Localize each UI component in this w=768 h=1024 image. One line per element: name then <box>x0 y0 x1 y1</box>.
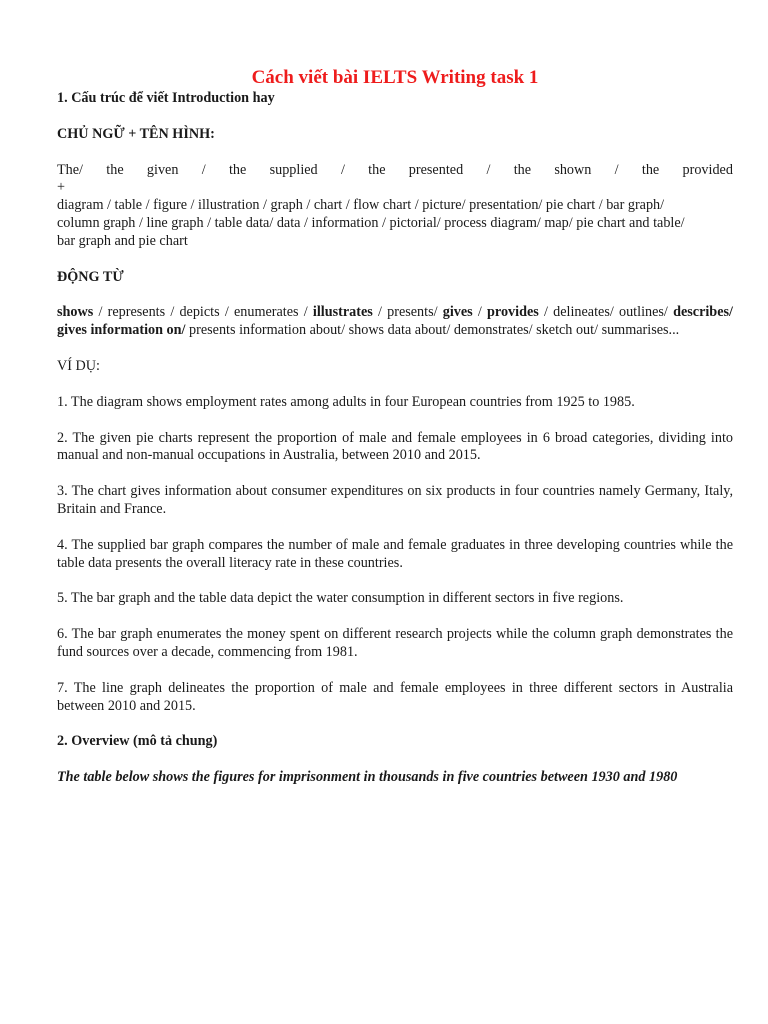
subject-figure-block <box>57 162 733 251</box>
figure-names-line: diagram / table / figure / illustration / graph / chart / flow chart / picture/ presentation/ pie chart / bar graph/ <box>57 197 665 214</box>
subject-word: the <box>641 161 660 178</box>
figure-names-line: bar graph and pie chart <box>57 232 188 249</box>
section1-heading: 1. Cấu trúc để viết Introduction hay <box>57 90 275 106</box>
subject-word: given <box>146 161 179 178</box>
verb-bold: gives <box>442 304 473 321</box>
verb-plain: / <box>472 304 488 321</box>
subject-word: / <box>201 161 206 178</box>
example-item: 7. The line graph delineates the proportion of male and female employees in three different sectors in Australia between 2010 and 2015. <box>57 679 733 714</box>
document-title: Cách viết bài IELTS Writing task 1 <box>251 67 539 88</box>
example-item: 4. The supplied bar graph compares the number of male and female graduates in three developing countries while the table data presents the overall literacy rate in these countries. <box>57 536 733 571</box>
example-item: 2. The given pie charts represent the proportion of male and female employees in 6 broad categories, dividing into manual and non-manual occupations in Australia, between 2010 and 2015. <box>57 429 733 464</box>
example-item: 1. The diagram shows employment rates among adults in four European countries from 1925 to 1985. <box>57 393 635 410</box>
verb-plain: / presents/ <box>372 304 443 321</box>
subject-word: / <box>340 161 345 178</box>
subject-word: supplied <box>269 161 318 178</box>
example-heading: VÍ DỤ: <box>57 357 100 374</box>
example-item: 5. The bar graph and the table data depict the water consumption in different sectors in five regions. <box>57 590 624 607</box>
verb-bold: shows <box>57 304 94 321</box>
subject-word: / <box>614 161 619 178</box>
document-page <box>57 66 733 805</box>
subject-word: the <box>368 161 386 178</box>
verb-plain: / represents / depicts / enumerates / <box>93 304 313 321</box>
verb-bold: provides <box>487 304 539 321</box>
subject-words-line <box>57 162 733 180</box>
example-item: 6. The bar graph enumerates the money spent on different research projects while the column graph demonstrates the fund sources over a decade, commencing from 1981. <box>57 626 733 660</box>
verb-heading: ĐỘNG TỪ <box>57 268 124 285</box>
subject-word: the <box>513 161 532 178</box>
verb-list <box>57 304 733 340</box>
overview-prompt: The table below shows the figures for imprisonment in thousands in five countries between 1930 and 1980 <box>57 769 678 786</box>
subject-word: the <box>228 161 247 178</box>
verb-plain: presents information about/ shows data about/ demonstrates/ sketch out/ summarises... <box>185 322 680 339</box>
figure-names-line: column graph / line graph / table data/ data / information / pictorial/ process diagram/ map/ pie chart and table/ <box>57 214 685 231</box>
subject-word: shown <box>554 161 592 178</box>
example-item: 3. The chart gives information about consumer expenditures on six products in four countries namely Germany, Italy, Britain and France. <box>57 483 733 517</box>
subject-word: provided <box>682 161 733 178</box>
verb-bold: illustrates <box>312 304 373 321</box>
subject-plus: + <box>57 179 66 196</box>
verb-bold: describes/ <box>673 304 733 321</box>
verb-plain: / delineates/ outlines/ <box>538 304 674 321</box>
verb-bold: gives information on/ <box>57 322 186 339</box>
subject-word: presented <box>408 161 464 178</box>
subject-word: / <box>486 161 491 178</box>
subject-heading: CHỦ NGỮ + TÊN HÌNH: <box>57 125 215 142</box>
subject-word: The/ <box>57 161 83 178</box>
subject-word: the <box>106 161 124 178</box>
section2-heading: 2. Overview (mô tả chung) <box>57 733 218 750</box>
